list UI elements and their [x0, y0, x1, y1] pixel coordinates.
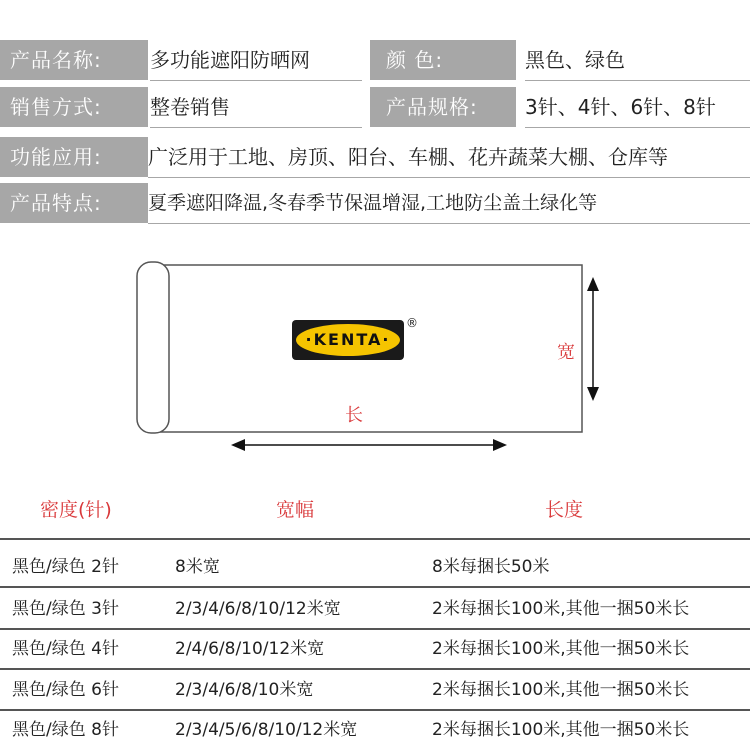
header-width: 宽幅 — [276, 499, 315, 521]
table-row — [0, 590, 750, 630]
cell-length: 2米每捆长100米,其他一捆50米长 — [432, 599, 690, 619]
table-row — [0, 671, 750, 711]
spec-label-color: 颜 色: — [370, 40, 516, 80]
cell-width: 2/3/4/5/6/8/10/12米宽 — [175, 720, 358, 740]
cell-length: 2米每捆长100米,其他一捆50米长 — [432, 680, 690, 700]
cell-width: 2/3/4/6/8/10/12米宽 — [175, 599, 341, 619]
header-length: 长度 — [545, 499, 584, 521]
spec-value-features: 夏季遮阳降温,冬春季节保温增湿,工地防尘盖土绿化等 — [148, 183, 750, 224]
cell-density: 黑色/绿色 8针 — [12, 720, 119, 740]
cell-density: 黑色/绿色 6针 — [12, 680, 119, 700]
cell-width: 8米宽 — [175, 557, 220, 577]
spec-label-size: 产品规格: — [370, 87, 516, 127]
kenta-logo — [292, 320, 404, 360]
table-row — [0, 630, 750, 670]
width-arrow-top — [587, 277, 599, 291]
cell-width: 2/4/6/8/10/12米宽 — [175, 639, 325, 659]
roll-cylinder — [137, 262, 169, 433]
cell-length: 2米每捆长100米,其他一捆50米长 — [432, 639, 690, 659]
spec-label-sales: 销售方式: — [0, 87, 148, 127]
table-top-rule — [0, 538, 750, 540]
logo-text: ·KENTA· — [305, 330, 391, 349]
spec-label-name: 产品名称: — [0, 40, 148, 80]
cell-length: 8米每捆长50米 — [432, 557, 550, 577]
width-label: 宽 — [557, 342, 575, 363]
spec-value-name: 多功能遮阳防晒网 — [150, 40, 362, 81]
spec-value-sales: 整卷销售 — [150, 87, 362, 128]
spec-value-size: 3针、4针、6针、8针 — [525, 87, 750, 128]
cell-density: 黑色/绿色 2针 — [12, 557, 119, 577]
cell-density: 黑色/绿色 4针 — [12, 639, 119, 659]
spec-value-usage: 广泛用于工地、房顶、阳台、车棚、花卉蔬菜大棚、仓库等 — [148, 137, 750, 178]
header-density: 密度(针) — [40, 499, 112, 521]
cell-length: 2米每捆长100米,其他一捆50米长 — [432, 720, 690, 740]
length-arrow-left — [231, 439, 245, 451]
length-arrow-right — [493, 439, 507, 451]
spec-label-usage: 功能应用: — [0, 137, 148, 177]
cell-density: 黑色/绿色 3针 — [12, 599, 119, 619]
spec-label-features: 产品特点: — [0, 183, 148, 223]
table-row — [0, 711, 750, 749]
cell-width: 2/3/4/6/8/10米宽 — [175, 680, 314, 700]
width-arrow-bottom — [587, 387, 599, 401]
logo-oval — [296, 324, 400, 356]
length-label: 长 — [345, 405, 363, 426]
registered-mark: ® — [406, 316, 418, 330]
table-row — [0, 548, 750, 588]
spec-value-color: 黑色、绿色 — [525, 40, 750, 81]
